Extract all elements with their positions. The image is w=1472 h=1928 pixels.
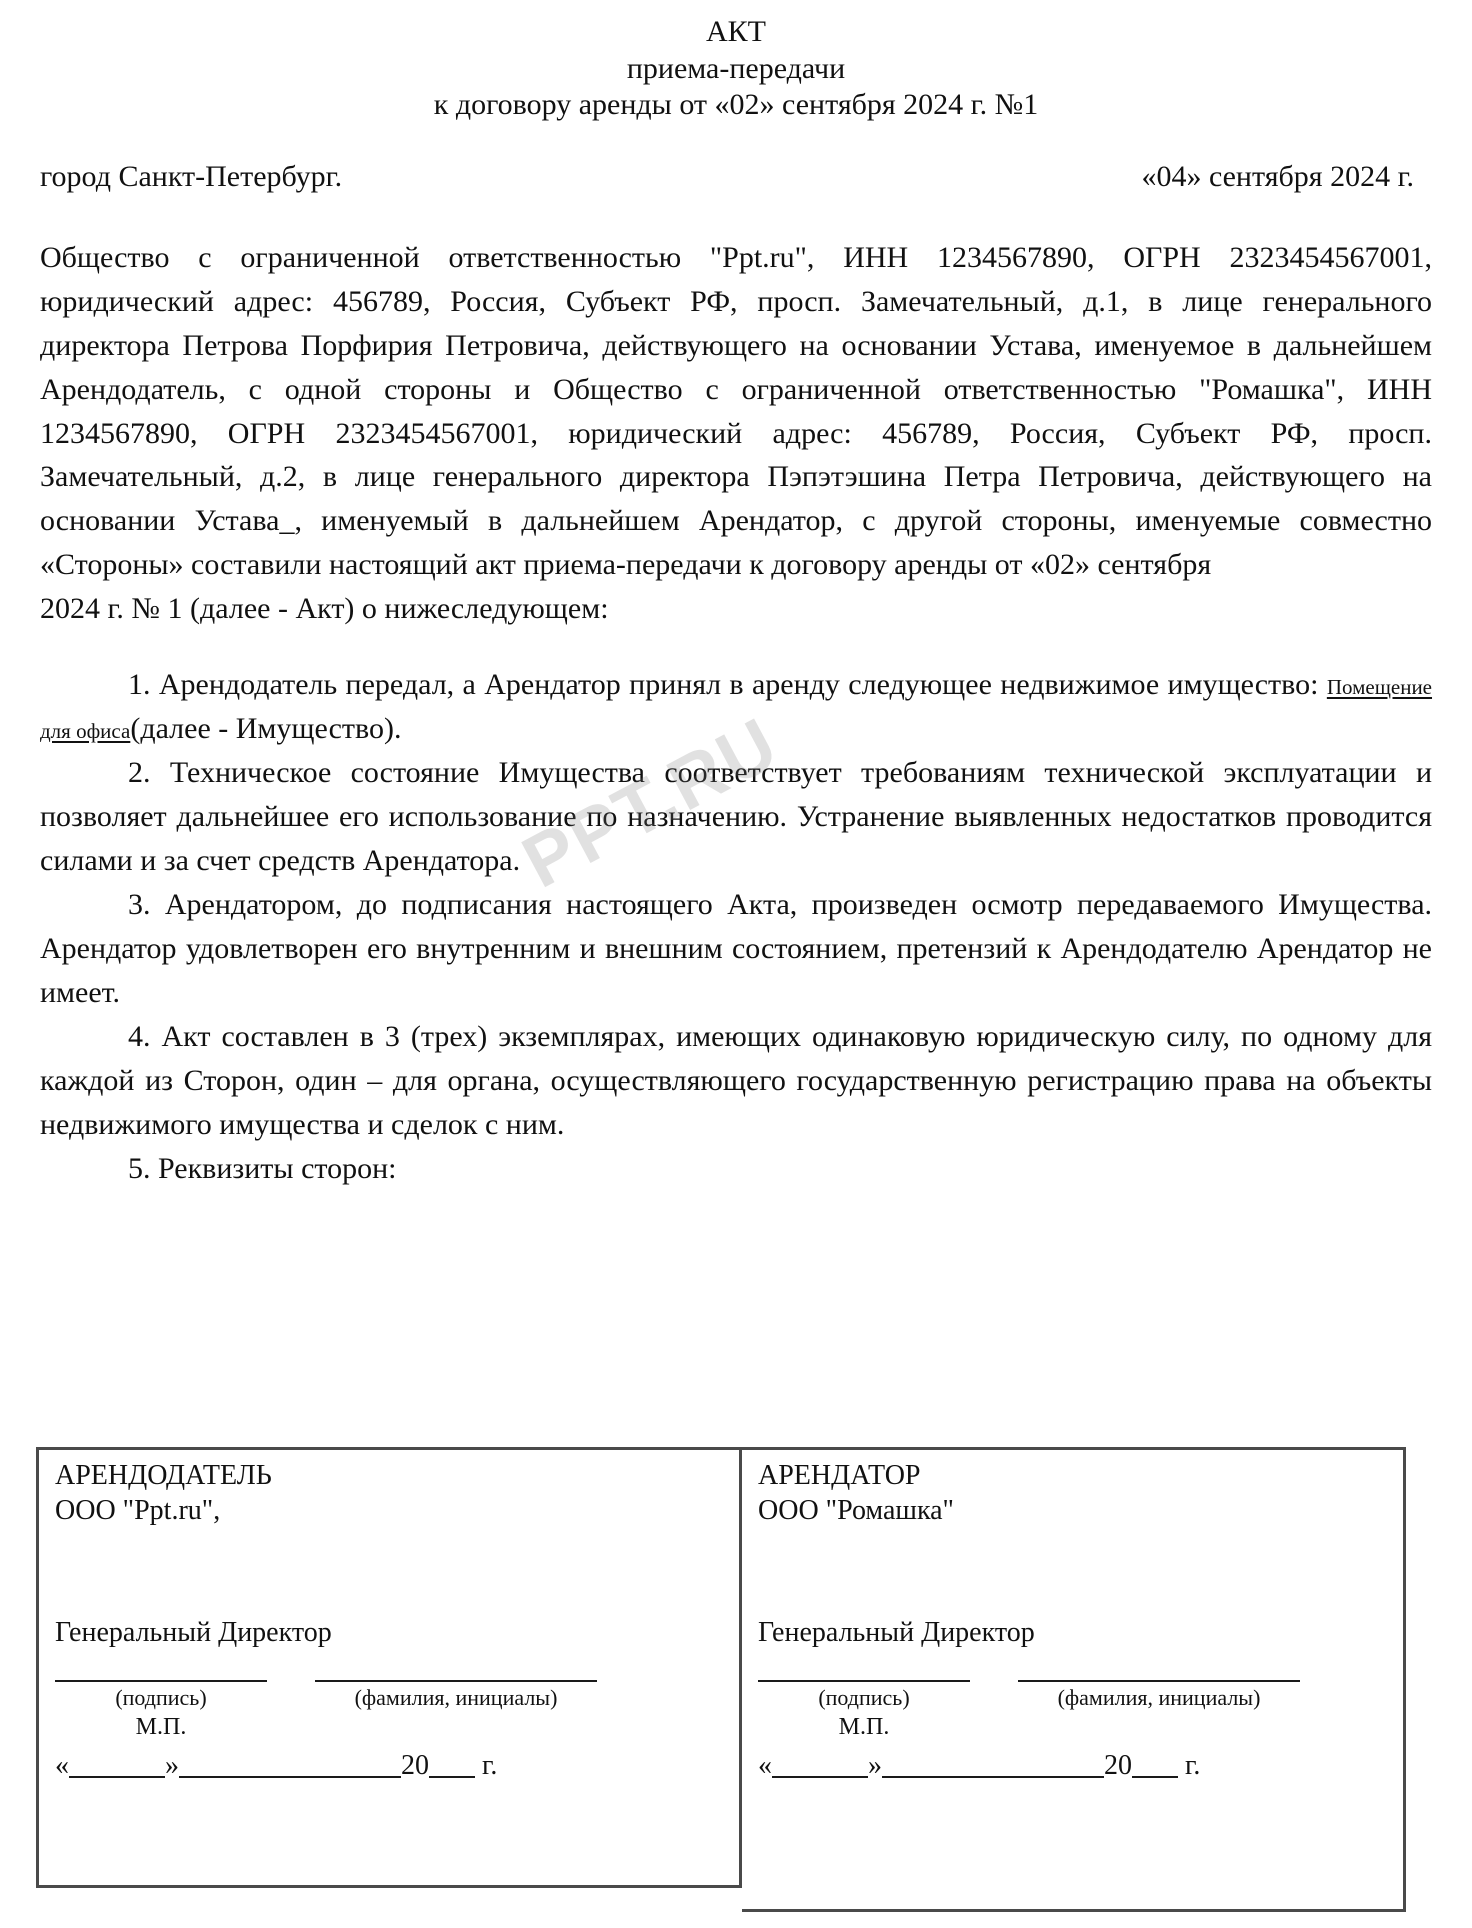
tenant-day-blank[interactable] bbox=[772, 1750, 868, 1778]
tenant-signature-rules bbox=[758, 1680, 1403, 1682]
landlord-month-blank[interactable] bbox=[179, 1750, 401, 1778]
place-and-date-row bbox=[40, 160, 1432, 194]
document-date: «04» сентября 2024 г. bbox=[1141, 159, 1414, 193]
clause-2-text: Техническое состояние Имущества соответствует требованиям технической эксплуатации и позволяет дальнейшее его использование по назначению. Устранение выявленных недостатков проводится силами и за счет средств Арендатора. bbox=[40, 756, 1432, 877]
clause-2 bbox=[40, 751, 1432, 883]
signature-cell-tenant bbox=[742, 1450, 1406, 1912]
tenant-name-caption: (фамилия, инициалы) bbox=[1057, 1684, 1261, 1710]
title-line-act: АКТ bbox=[706, 15, 766, 48]
clause-4 bbox=[40, 1015, 1432, 1147]
document-content bbox=[40, 0, 1432, 1190]
tenant-role: Генеральный Директор bbox=[758, 1616, 1035, 1648]
tenant-date-fill bbox=[758, 1748, 1403, 1783]
property-description-fill[interactable]: Помещение для офиса bbox=[40, 675, 1433, 744]
clauses-list bbox=[40, 663, 1432, 1190]
tenant-year-prefix: 20 bbox=[1104, 1750, 1132, 1782]
landlord-date-fill bbox=[55, 1748, 739, 1783]
landlord-captions bbox=[55, 1686, 739, 1710]
tenant-party-label: АРЕНДАТОР bbox=[758, 1460, 921, 1491]
title-line-reference: к договору аренды от «02» сентября 2024 г. №1 bbox=[433, 88, 1039, 122]
tenant-name-line[interactable] bbox=[1018, 1680, 1300, 1682]
clause-5-number: 5. bbox=[128, 1151, 151, 1185]
caption-spacer bbox=[267, 1686, 315, 1710]
caption-spacer bbox=[970, 1686, 1018, 1710]
landlord-name-caption: (фамилия, инициалы) bbox=[354, 1684, 558, 1710]
clause-1-text-before: Арендодатель передал, а Арендатор принял в аренду следующее недвижимое имущество: bbox=[158, 668, 1319, 702]
tenant-date-close-quote: » bbox=[868, 1750, 882, 1782]
landlord-date-close-quote: » bbox=[165, 1750, 179, 1782]
landlord-year-prefix: 20 bbox=[401, 1750, 429, 1782]
tenant-signature-line[interactable] bbox=[758, 1680, 970, 1682]
clause-5-text: Реквизиты сторон: bbox=[158, 1151, 397, 1185]
clause-1-text-after: (далее - Имущество). bbox=[130, 712, 402, 746]
tenant-date-open-quote: « bbox=[758, 1750, 772, 1782]
signature-table bbox=[36, 1447, 1406, 1912]
ppt-ru-watermark: PPT.RU bbox=[509, 700, 791, 904]
clause-4-text: Акт составлен в 3 (трех) экземплярах, имеющих одинаковую юридическую силу, по одному для каждой из Сторон, один – для органа, осуществляющего государственную регистрацию права на объекты недвижимого имущества и сделок с ним. bbox=[40, 1019, 1432, 1141]
tenant-year-blank[interactable] bbox=[1132, 1750, 1178, 1778]
landlord-organization: ООО "Ppt.ru", bbox=[55, 1495, 221, 1527]
clause-1 bbox=[40, 663, 1432, 751]
clause-4-number: 4. bbox=[128, 1019, 151, 1053]
tenant-seal-label: М.П. bbox=[838, 1713, 890, 1740]
title-line-subtype: приема-передачи bbox=[626, 51, 846, 85]
landlord-name-line[interactable] bbox=[315, 1680, 597, 1682]
document-title-block bbox=[40, 0, 1432, 124]
preamble-last-line: 2024 г. № 1 (далее - Акт) о нижеследующем: bbox=[40, 592, 609, 626]
landlord-year-blank[interactable] bbox=[429, 1750, 475, 1778]
clause-3-number: 3. bbox=[128, 887, 151, 921]
landlord-role: Генеральный Директор bbox=[55, 1616, 332, 1648]
tenant-year-suffix: г. bbox=[1185, 1750, 1201, 1782]
landlord-signature-rules bbox=[55, 1680, 739, 1682]
signature-cell-landlord bbox=[36, 1450, 742, 1888]
landlord-party-label: АРЕНДОДАТЕЛЬ bbox=[55, 1460, 272, 1491]
tenant-month-blank[interactable] bbox=[882, 1750, 1104, 1778]
landlord-signature-caption: (подпись) bbox=[115, 1684, 207, 1710]
tenant-organization: ООО "Ромашка" bbox=[758, 1495, 954, 1527]
clause-2-number: 2. bbox=[128, 756, 151, 790]
landlord-signature-line[interactable] bbox=[55, 1680, 267, 1682]
clause-5 bbox=[40, 1147, 1432, 1191]
landlord-day-blank[interactable] bbox=[69, 1750, 165, 1778]
city-label: город Санкт-Петербург. bbox=[40, 159, 343, 193]
preamble-paragraph bbox=[40, 236, 1432, 631]
preamble-text: Общество с ограниченной ответственностью "Ppt.ru", ИНН 1234567890, ОГРН 2323454567001, юридический адрес: 456789, Россия, Субъект РФ, просп. Замечательный, д.1, в лице генерального директора Петрова Порфирия Петровича, действующего на основании Устава, именуемое в дальнейшем Арендодатель, с одной стороны и Общество с ограниченной ответственностью "Ромашка", ИНН 1234567890, ОГРН 2323454567001, юридический адрес: 456789, Россия, Субъект РФ, просп. Замечательный, д.2, в лице генерального директора Пэпэтэшина Петра Петровича, действующего на основании Устава_, именуемый в дальнейшем Арендатор, с другой стороны, именуемые совместно «Стороны» составили настоящий акт приема-передачи к договору аренды от «02» сентября bbox=[40, 240, 1432, 582]
clause-1-number: 1. bbox=[128, 668, 151, 702]
clause-3 bbox=[40, 883, 1432, 1015]
landlord-year-suffix: г. bbox=[482, 1750, 498, 1782]
landlord-seal-label: М.П. bbox=[135, 1713, 187, 1740]
tenant-captions bbox=[758, 1686, 1403, 1710]
clause-3-text: Арендатором, до подписания настоящего Акта, произведен осмотр передаваемого Имущества. Арендатор удовлетворен его внутренним и внешним состоянием, претензий к Арендодателю Арендатор не имеет. bbox=[40, 887, 1433, 1009]
tenant-signature-caption: (подпись) bbox=[818, 1684, 910, 1710]
landlord-date-open-quote: « bbox=[55, 1750, 69, 1782]
